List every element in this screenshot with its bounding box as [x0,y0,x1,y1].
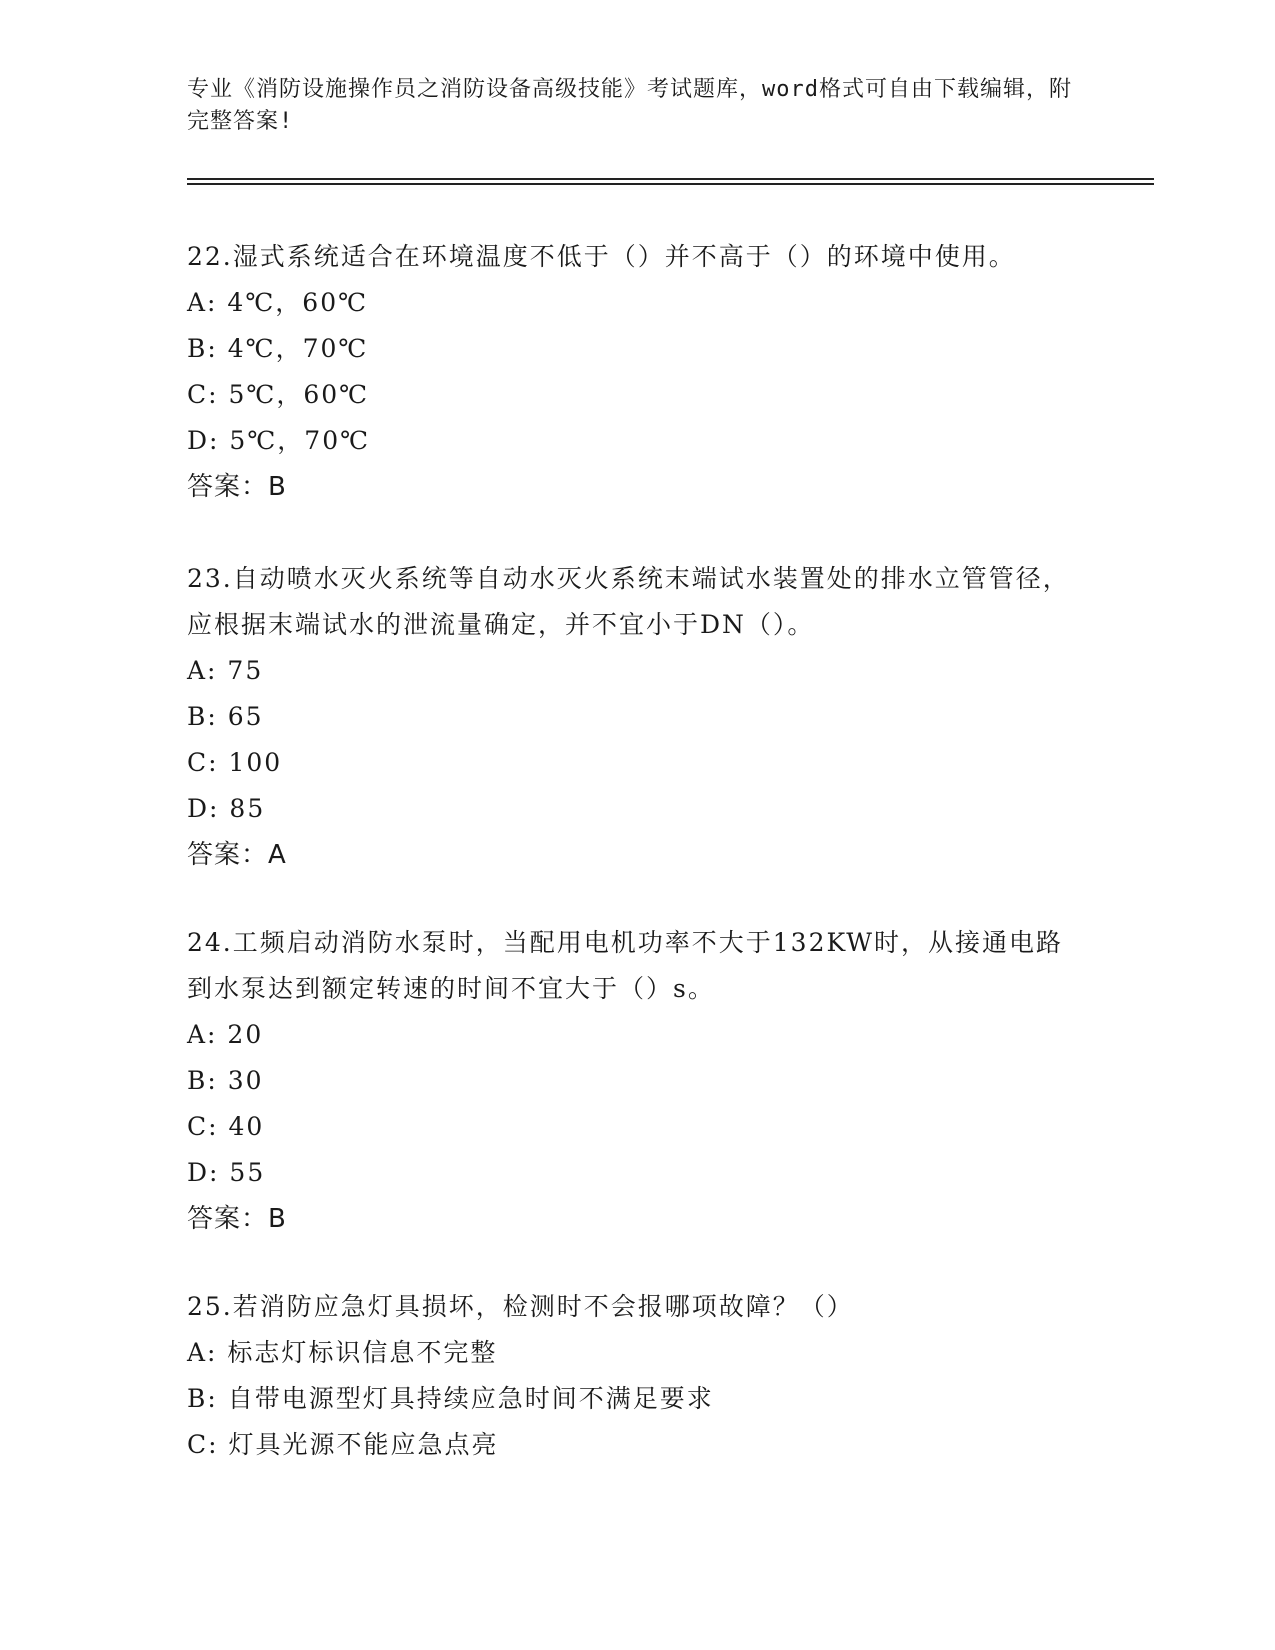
option-b: B: 65 [187,702,264,731]
question-stem: 23.自动喷水灭火系统等自动水灭火系统末端试水装置处的排水立管管径，应根据末端试水的泄流量确定，并不宜小于DN（）。 [187,564,1070,639]
question-stem: 25.若消防应急灯具损坏，检测时不会报哪项故障？（） [187,1292,854,1321]
answer-key: 答案：A [187,840,287,870]
question-22 [187,234,1087,510]
question-23 [187,556,1087,878]
option-d: D: 55 [187,1158,266,1187]
option-d: D: 85 [187,794,266,823]
answer-key: 答案：B [187,472,287,502]
answer-key: 答案：B [187,1204,287,1234]
question-25 [187,1284,1087,1468]
header-divider-top [187,178,1154,180]
question-stem: 22.湿式系统适合在环境温度不低于（）并不高于（）的环境中使用。 [187,242,1016,271]
option-d: D: 5℃，70℃ [187,426,371,455]
question-stem: 24.工频启动消防水泵时，当配用电机功率不大于132KW时，从接通电路到水泵达到额定转速的时间不宜大于（）s。 [187,928,1063,1003]
option-c: C: 100 [187,748,283,777]
option-a: A: 75 [187,656,264,685]
option-b: B: 4℃，70℃ [187,334,369,363]
option-b: B: 30 [187,1066,264,1095]
option-a: A: 20 [187,1020,264,1049]
option-a: A: 标志灯标识信息不完整 [187,1338,498,1367]
option-b: B: 自带电源型灯具持续应急时间不满足要求 [187,1384,714,1413]
option-c: C: 灯具光源不能应急点亮 [187,1430,499,1459]
document-intro: 专业《消防设施操作员之消防设备高级技能》考试题库，word格式可自由下载编辑，附完整答案! [187,77,1072,134]
option-a: A: 4℃，60℃ [187,288,369,317]
option-c: C: 5℃，60℃ [187,380,370,409]
header-divider-bottom [187,183,1154,185]
option-c: C: 40 [187,1112,265,1141]
question-24 [187,920,1087,1242]
